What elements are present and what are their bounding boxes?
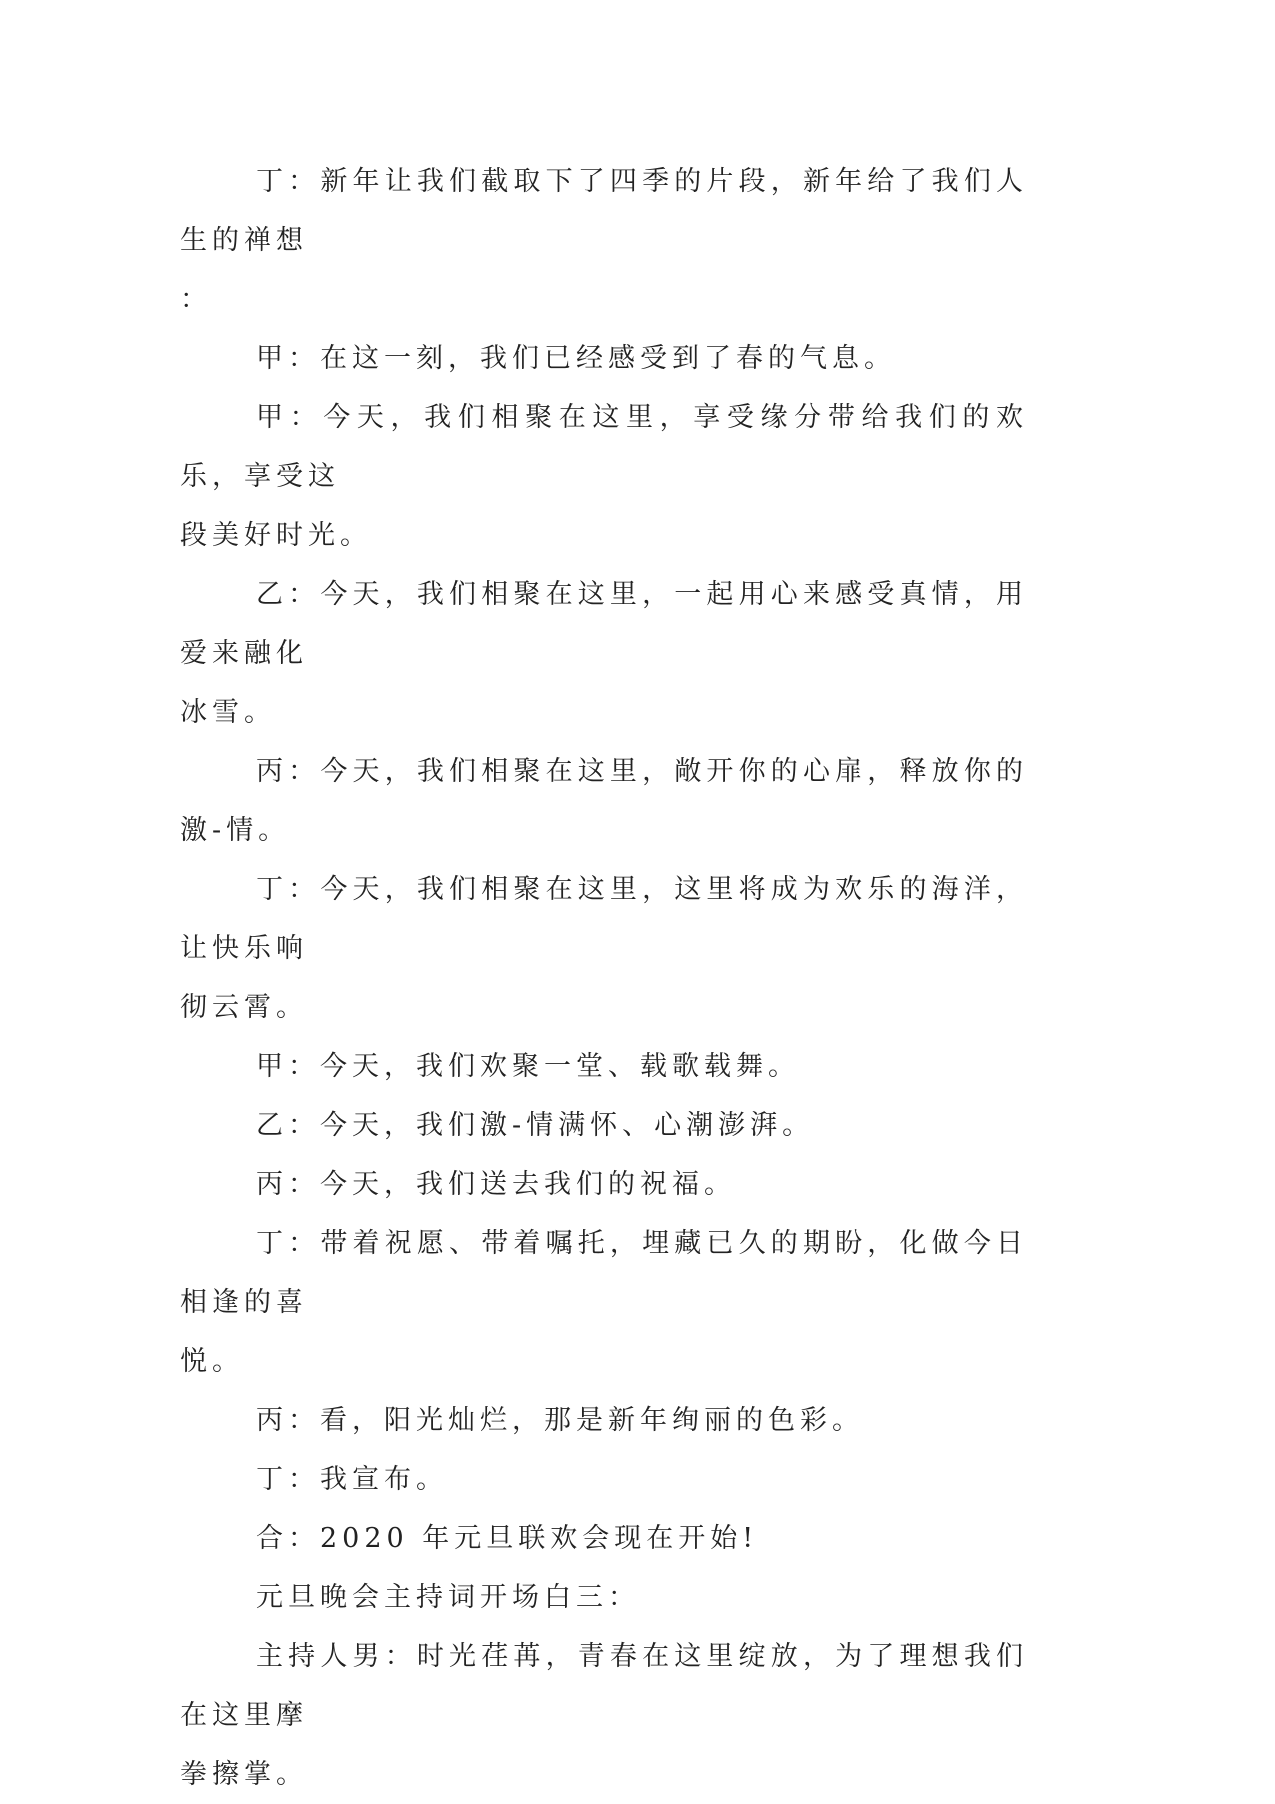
paragraph-line: 段美好时光。 <box>180 520 372 551</box>
dialogue-paragraph <box>180 1450 1028 1509</box>
dialogue-paragraph <box>180 565 1028 742</box>
paragraph-line: 元旦晚会主持词开场白三： <box>256 1582 640 1613</box>
paragraph-line: 合：2020 年元旦联欢会现在开始! <box>256 1523 759 1554</box>
dialogue-paragraph <box>180 329 1028 388</box>
paragraph-line: 彻云霄。 <box>180 992 308 1023</box>
dialogue-paragraph <box>180 1509 1028 1568</box>
dialogue-paragraph <box>180 1155 1028 1214</box>
paragraph-line: 丙：看，阳光灿烂，那是新年绚丽的色彩。 <box>256 1405 864 1436</box>
dialogue-paragraph <box>180 860 1028 1037</box>
paragraph-line: 丙：今天，我们送去我们的祝福。 <box>256 1169 736 1200</box>
paragraph-line: 乙：今天，我们激-情满怀、心潮澎湃。 <box>256 1110 815 1141</box>
dialogue-paragraph <box>180 1214 1028 1391</box>
paragraph-line: 甲：今天，我们欢聚一堂、载歌载舞。 <box>256 1051 800 1082</box>
section-heading <box>180 1568 1028 1627</box>
paragraph-line: 甲：在这一刻，我们已经感受到了春的气息。 <box>256 343 896 374</box>
paragraph-line: ： <box>180 284 212 315</box>
paragraph-line: 丁：带着祝愿、带着嘱托，埋藏已久的期盼，化做今日相逢的喜 <box>180 1228 1028 1318</box>
paragraph-line: 甲：今天，我们相聚在这里，享受缘分带给我们的欢乐，享受这 <box>180 402 1028 492</box>
paragraph-line: 丙：今天，我们相聚在这里，敞开你的心扉，释放你的激-情。 <box>180 756 1028 846</box>
paragraph-line: 丁：新年让我们截取下了四季的片段，新年给了我们人生的禅想 <box>180 166 1028 256</box>
dialogue-paragraph <box>180 1627 1028 1804</box>
dialogue-paragraph <box>180 388 1028 565</box>
dialogue-paragraph <box>180 152 1028 329</box>
dialogue-paragraph <box>180 1096 1028 1155</box>
paragraph-line: 丁：我宣布。 <box>256 1464 448 1495</box>
paragraph-line: 拳擦掌。 <box>180 1759 308 1790</box>
paragraph-line: 乙：今天，我们相聚在这里，一起用心来感受真情，用爱来融化 <box>180 579 1028 669</box>
document-page <box>180 152 1028 1804</box>
dialogue-paragraph <box>180 1391 1028 1450</box>
paragraph-line: 丁：今天，我们相聚在这里，这里将成为欢乐的海洋，让快乐响 <box>180 874 1028 964</box>
paragraph-line: 主持人男：时光荏苒，青春在这里绽放，为了理想我们在这里摩 <box>180 1641 1028 1731</box>
paragraph-line: 悦。 <box>180 1346 244 1377</box>
dialogue-paragraph <box>180 742 1028 860</box>
paragraph-line: 冰雪。 <box>180 697 276 728</box>
dialogue-paragraph <box>180 1037 1028 1096</box>
